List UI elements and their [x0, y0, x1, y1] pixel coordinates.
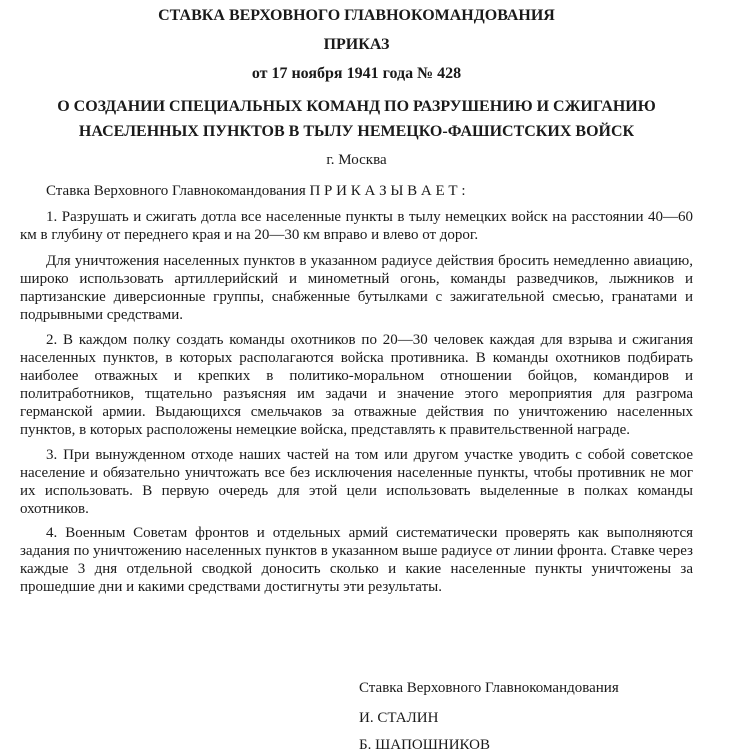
authority-heading: СТАВКА ВЕРХОВНОГО ГЛАВНОКОМАНДОВАНИЯ	[158, 7, 555, 24]
document-type-heading: ПРИКАЗ	[323, 36, 390, 53]
paragraph-1-continued: Для уничтожения населенных пунктов в указанном радиусе действия бросить немедленно авиацию, широко использовать артиллерийский и минометный огонь, команды разведчиков, лыжников и партизанские диверсионные группы, снабженные бутылками с зажигательной смесью, гранатами и подрывными средствами.	[20, 253, 693, 323]
order-subject	[20, 94, 693, 144]
paragraph-4: 4. Военным Советам фронтов и отдельных армий систематически проверять как выполняются задания по уничтожению населенных пунктов в указанном выше радиусе от линии фронта. Ставке через каждые 3 дня отдельной сводкой доносить сколько и какие населенные пункты уничтожены за прошедшие дни и какими средствами достигнуты эти результаты.	[20, 525, 693, 595]
order-subject-line-1: О СОЗДАНИИ СПЕЦИАЛЬНЫХ КОМАНД ПО РАЗРУШЕНИЮ И СЖИГАНИЮ	[57, 98, 656, 115]
place-line: г. Москва	[326, 152, 387, 168]
signer-stalin: И. СТАЛИН	[359, 710, 439, 726]
paragraph-2: 2. В каждом полку создать команды охотников по 20—30 человек каждая для взрыва и сжигания населенных пунктов, в которых располагаются войска противника. В команды охотников подбирать наиболее отважных и крепких в политико-моральном отношении бойцов, командиров и политработников, тщательно разъясняя им задачи и значение этого мероприятия для разгрома германской армии. Выдающихся смельчаков за отважные действия по уничтожению населенных пунктов, в которых расположены немецкие войска, представлять к правительственной награде.	[20, 332, 693, 438]
signer-shaposhnikov: Б. ШАПОШНИКОВ	[359, 737, 491, 753]
paragraph-1: 1. Разрушать и сжигать дотла все населенные пункты в тылу немецких войск на расстоянии 40—60 км в глубину от переднего края и на 20—30 км вправо и влево от дорог.	[20, 209, 693, 243]
order-document	[20, 6, 693, 596]
order-intro: Ставка Верховного Главнокомандования П Р И К А З Ы В А Е Т :	[46, 183, 466, 199]
date-number-line: от 17 ноября 1941 года № 428	[251, 65, 462, 82]
order-subject-line-2: НАСЕЛЕННЫХ ПУНКТОВ В ТЫЛУ НЕМЕЦКО-ФАШИСТСКИХ ВОЙСК	[78, 123, 635, 140]
paragraph-3: 3. При вынужденном отходе наших частей на том или другом участке уводить с собой советское население и обязательно уничтожать все без исключения населенные пункты, чтобы противник не мог их использовать. В первую очередь для этой цели использовать выделенные в полках команды охотников.	[20, 447, 693, 517]
signature-organization: Ставка Верховного Главнокомандования	[359, 680, 619, 696]
